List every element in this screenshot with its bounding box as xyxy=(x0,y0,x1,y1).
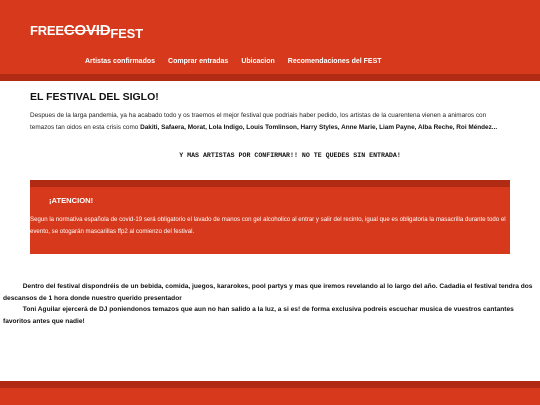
festival-description xyxy=(3,281,537,327)
nav-ubicacion[interactable]: Ubicacion xyxy=(241,58,275,65)
alert-title: ¡ATENCION! xyxy=(49,196,94,205)
alert-text: Segun la normativa española de covid-19 será obligatorio el lavado de manos con gel alcoholico al entrar y salir del recinto, igual que es obligatoria la masacrilla durante todo el evento, se otogarán mascarillas ffp2 al comienzo del festival. xyxy=(30,216,506,235)
logo-free: FREE xyxy=(30,23,64,38)
footer-stripe xyxy=(0,381,540,388)
artist-list: Dakiti, Safaera, Morat, Lola Indigo, Louis Tomlinson, Harry Styles, Anne Marie, Liam Payne, Alba Reche, Roi Méndez... xyxy=(140,123,498,131)
site-footer xyxy=(0,381,540,405)
announcement: Y MAS ARTISTAS POR CONFIRMAR!! NO TE QUEDES SIN ENTRADA! xyxy=(179,152,401,159)
site-logo[interactable] xyxy=(30,22,143,39)
logo-fest: FEST xyxy=(110,26,143,41)
description-paragraph-2: Toni Aguilar ejercerá de DJ poniendonos temazos que aun no han salido a la luz, a si es! de forma exclusiva podreis escuchar musica de vuestros cantantes favoritos antes que nadie! xyxy=(3,306,514,325)
site-header xyxy=(0,0,540,81)
nav-comprar-entradas[interactable]: Comprar entradas xyxy=(168,58,229,65)
main-nav xyxy=(85,58,382,65)
alert-box xyxy=(30,180,510,254)
intro-paragraph xyxy=(30,110,508,133)
intro-text: Despues de la larga pandemia, ya ha acabado todo y os traemos el mejor festival que podriais haber pedido, los artistas de la cuarentena vienen a animaros con temazos tan oidos en esta crisis como xyxy=(30,112,487,131)
nav-artistas-confirmados[interactable]: Artistas confirmados xyxy=(85,58,156,65)
alert-stripe xyxy=(30,180,510,187)
logo-covid: COVID xyxy=(63,22,111,39)
page-title: EL FESTIVAL DEL SIGLO! xyxy=(30,91,159,103)
description-paragraph-1: Dentro del festival dispondréis de un bebida, comida, juegos, kararokes, pool partys y mas que iremos revelando al lo largo del año. Cadadia el festival tendra dos descansos de 1 hora donde nuestro querido presentador xyxy=(3,283,533,302)
header-stripe xyxy=(0,74,540,81)
nav-recomendaciones[interactable]: Recomendaciones del FEST xyxy=(287,58,382,65)
